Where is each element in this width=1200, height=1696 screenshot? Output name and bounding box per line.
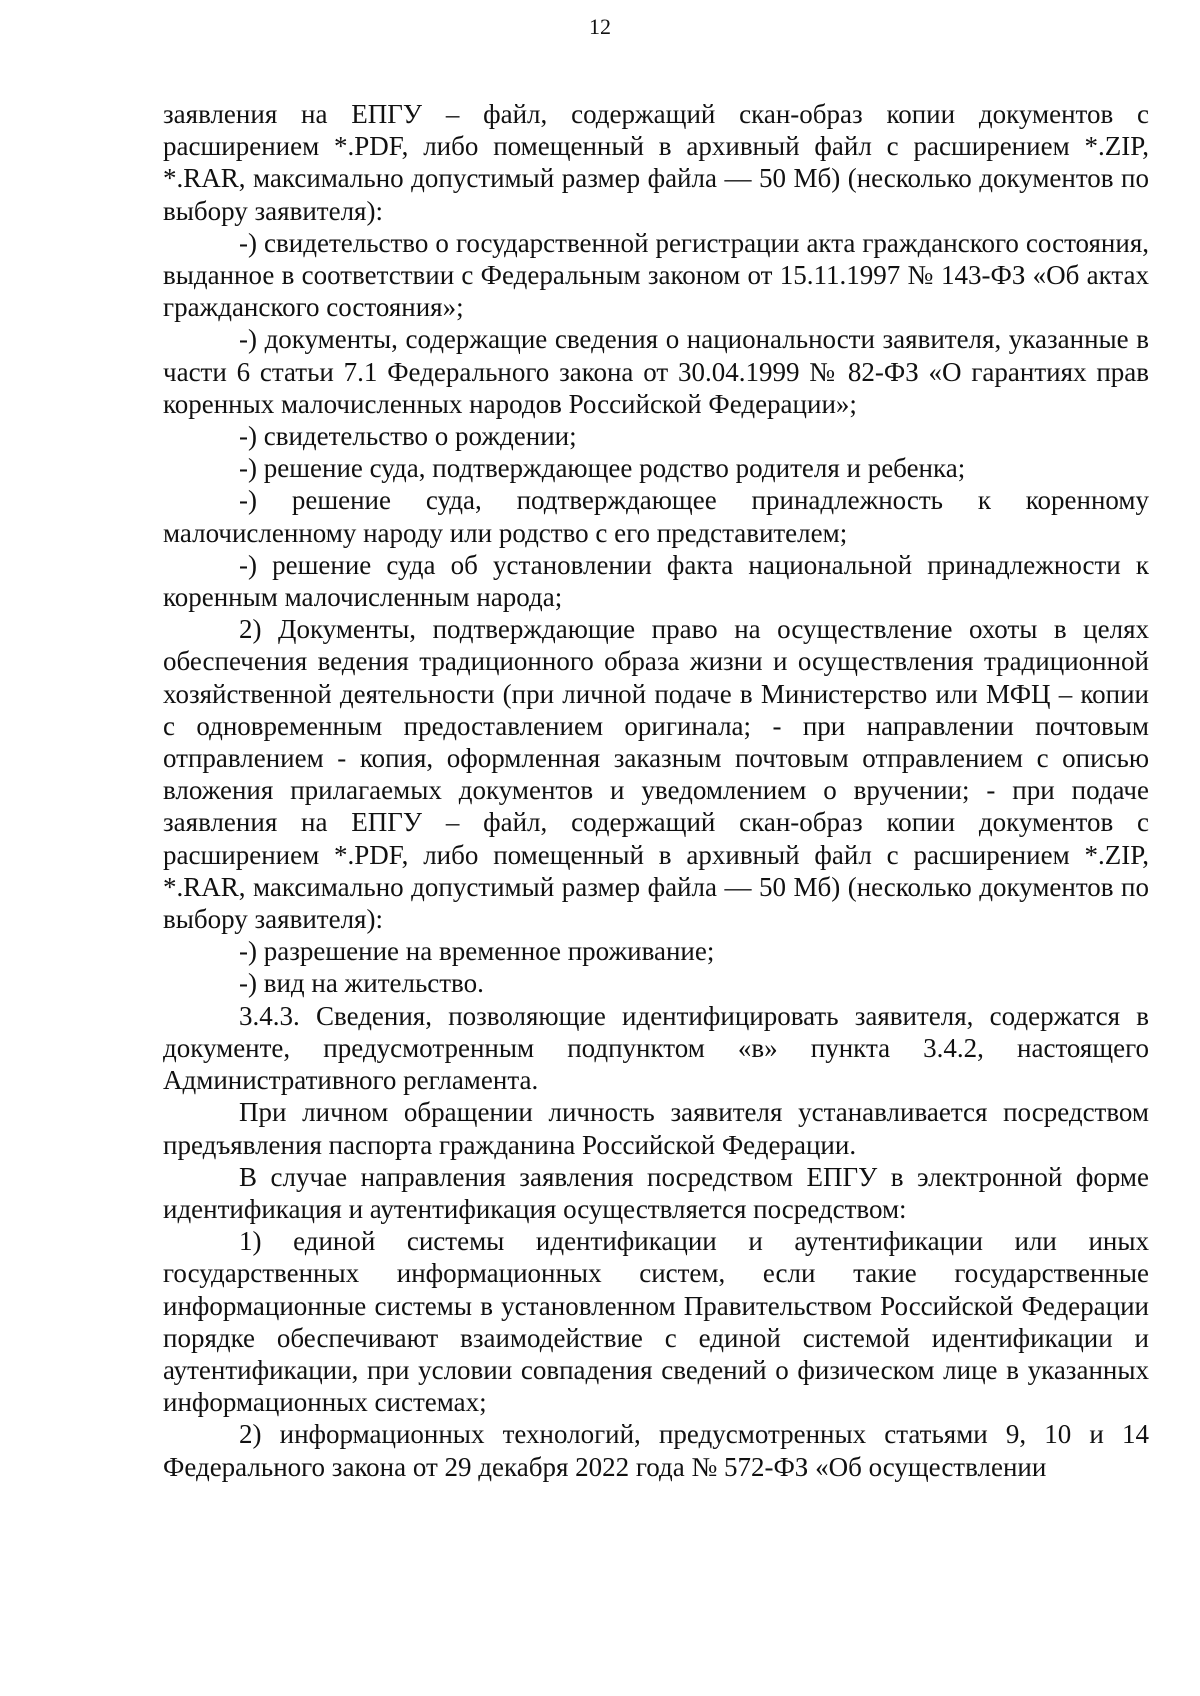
paragraph-epgu-identification: В случае направления заявления посредством ЕПГУ в электронной форме идентификация и аутентификация осуществляется посредством: xyxy=(163,1161,1149,1224)
page-number: 12 xyxy=(589,14,611,39)
list-item-civil-status-certificate: -) свидетельство о государственной регистрации акта гражданского состояния, выданное в соответствии с Федеральным законом от 15.11.1997 № 143-ФЗ «Об актах гражданского состояния»; xyxy=(163,227,1149,323)
list-item-court-decision-belonging: -) решение суда, подтверждающее принадлежность к коренному малочисленному народу или родство с его представителем; xyxy=(163,485,1149,548)
list-item-birth-certificate: -) свидетельство о рождении; xyxy=(239,421,577,452)
list-item-nationality-documents: -) документы, содержащие сведения о национальности заявителя, указанные в части 6 статьи 7.1 Федерального закона от 30.04.1999 № 82-ФЗ «О гарантиях прав коренных малочисленных народов Российской Федерации»; xyxy=(163,324,1149,419)
list-item-court-decision-nationality: -) решение суда об установлении факта национальной принадлежности к коренным малочисленным народа; xyxy=(163,549,1149,613)
list-item-esia: 1) единой системы идентификации и аутентификации или иных государственных информационных систем, если такие государственные информационные системы в установленном Правительством Российской Федерации порядке обеспечивают взаимодействие с единой системой идентификации и аутентификации, при условии совпадения сведений о физическом лице в указанных информационных системах; xyxy=(163,1226,1149,1418)
list-item-temporary-residence: -) разрешение на временное проживание; xyxy=(239,936,715,967)
document-body xyxy=(163,98,1149,1483)
list-item-information-technologies: 2) информационных технологий, предусмотренных статьями 9, 10 и 14 Федерального закона от 29 декабря 2022 года № 572-ФЗ «Об осуществлении xyxy=(163,1419,1149,1482)
list-item-residence-permit: -) вид на жительство. xyxy=(239,968,484,999)
paragraph-personal-identification: При личном обращении личность заявителя устанавливается посредством предъявления паспорта гражданина Российской Федерации. xyxy=(163,1097,1149,1160)
paragraph-hunting-rights-documents: 2) Документы, подтверждающие право на осуществление охоты в целях обеспечения ведения традиционного образа жизни и осуществления традиционной хозяйственной деятельности (при личной подаче в Министерство или МФЦ – копии с одновременным предоставлением оригинала; - при направлении почтовым отправлением - копия, оформленная заказным почтовым отправлением с описью вложения прилагаемых документов и уведомлением о вручении; - при подаче заявления на ЕПГУ – файл, содержащий скан-образ копии документов с расширением *.PDF, либо помещенный в архивный файл с расширением *.ZIP, *.RAR, максимально допустимый размер файла — 50 Мб) (несколько документов по выбору заявителя): xyxy=(163,614,1149,935)
list-item-court-decision-kinship: -) решение суда, подтверждающее родство родителя и ребенка; xyxy=(239,453,966,484)
paragraph-continuation: заявления на ЕПГУ – файл, содержащий скан-образ копии документов с расширением *.PDF, либо помещенный в архивный файл с расширением *.ZIP, *.RAR, максимально допустимый размер файла — 50 Мб) (несколько документов по выбору заявителя): xyxy=(163,99,1149,226)
paragraph-3-4-3: 3.4.3. Сведения, позволяющие идентифицировать заявителя, содержатся в документе, предусмотренным подпунктом «в» пункта 3.4.2, настоящего Административного регламента. xyxy=(163,1000,1149,1096)
